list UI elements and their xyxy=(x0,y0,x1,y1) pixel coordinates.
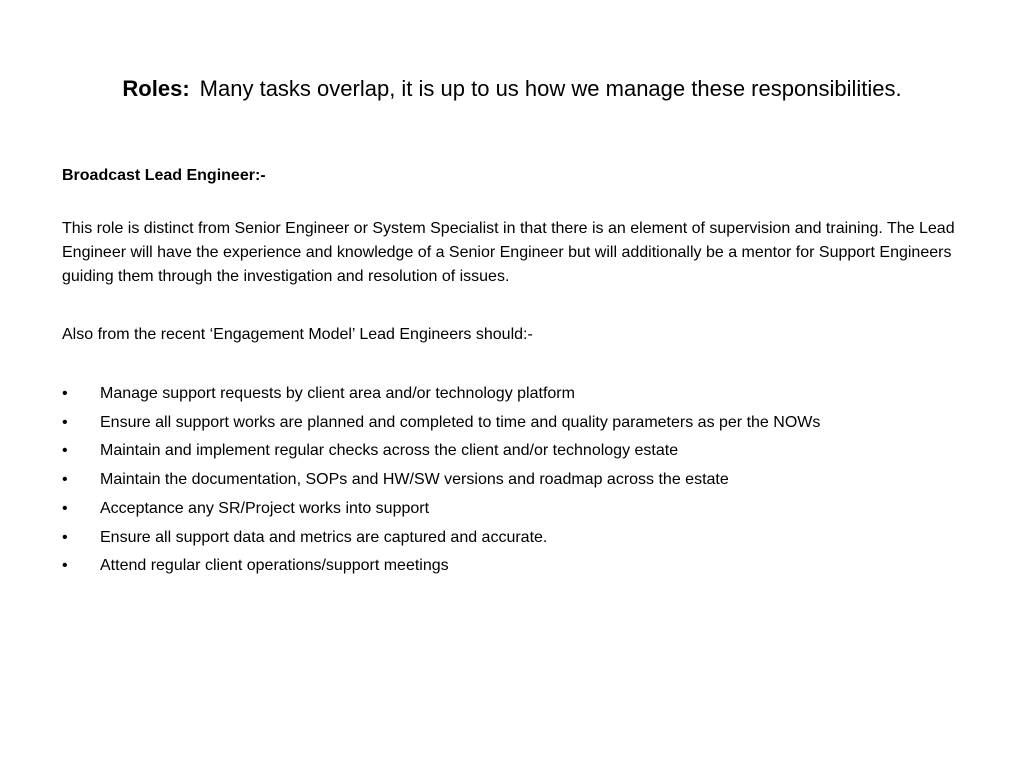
bullet-icon: • xyxy=(62,499,68,517)
list-item xyxy=(62,409,962,438)
list-item xyxy=(62,380,962,409)
list-item xyxy=(62,437,962,466)
role-description: This role is distinct from Senior Engineer or System Specialist in that there is an element of supervision and training. The Lead Engineer will have the experience and knowledge of a Senior Engineer but will additionally be a mentor for Support Engineers guiding them through the investigation and resolution of issues. xyxy=(62,220,955,285)
list-item-text: Maintain the documentation, SOPs and HW/SW versions and roadmap across the estate xyxy=(100,471,729,489)
slide-title-text: Many tasks overlap, it is up to us how we manage these responsibilities. xyxy=(199,76,902,101)
list-item xyxy=(62,552,962,581)
bullet-icon: • xyxy=(62,471,68,489)
slide-title-lead: Roles: xyxy=(122,76,190,101)
bullet-icon: • xyxy=(62,442,68,460)
slide-content xyxy=(62,164,962,581)
bullet-icon: • xyxy=(62,528,68,546)
list-item-text: Manage support requests by client area and/or technology platform xyxy=(100,385,575,402)
list-item-text: Ensure all support data and metrics are captured and accurate. xyxy=(100,528,548,546)
role-heading: Broadcast Lead Engineer:- xyxy=(62,167,266,184)
list-item-text: Ensure all support works are planned and completed to time and quality parameters as per the NOWs xyxy=(100,413,821,431)
list-item xyxy=(62,466,962,495)
list-item xyxy=(62,495,962,524)
list-item-text: Attend regular client operations/support meetings xyxy=(100,557,449,575)
list-item-text: Maintain and implement regular checks across the client and/or technology estate xyxy=(100,442,679,460)
slide-title xyxy=(0,72,1024,106)
bullet-icon: • xyxy=(62,557,68,575)
list-item-text: Acceptance any SR/Project works into support xyxy=(100,499,430,517)
bullet-icon: • xyxy=(62,413,68,431)
engagement-intro: Also from the recent ‘Engagement Model’ Lead Engineers should:- xyxy=(62,326,533,343)
list-item xyxy=(62,524,962,553)
responsibility-list xyxy=(62,380,962,581)
bullet-icon: • xyxy=(62,385,68,402)
